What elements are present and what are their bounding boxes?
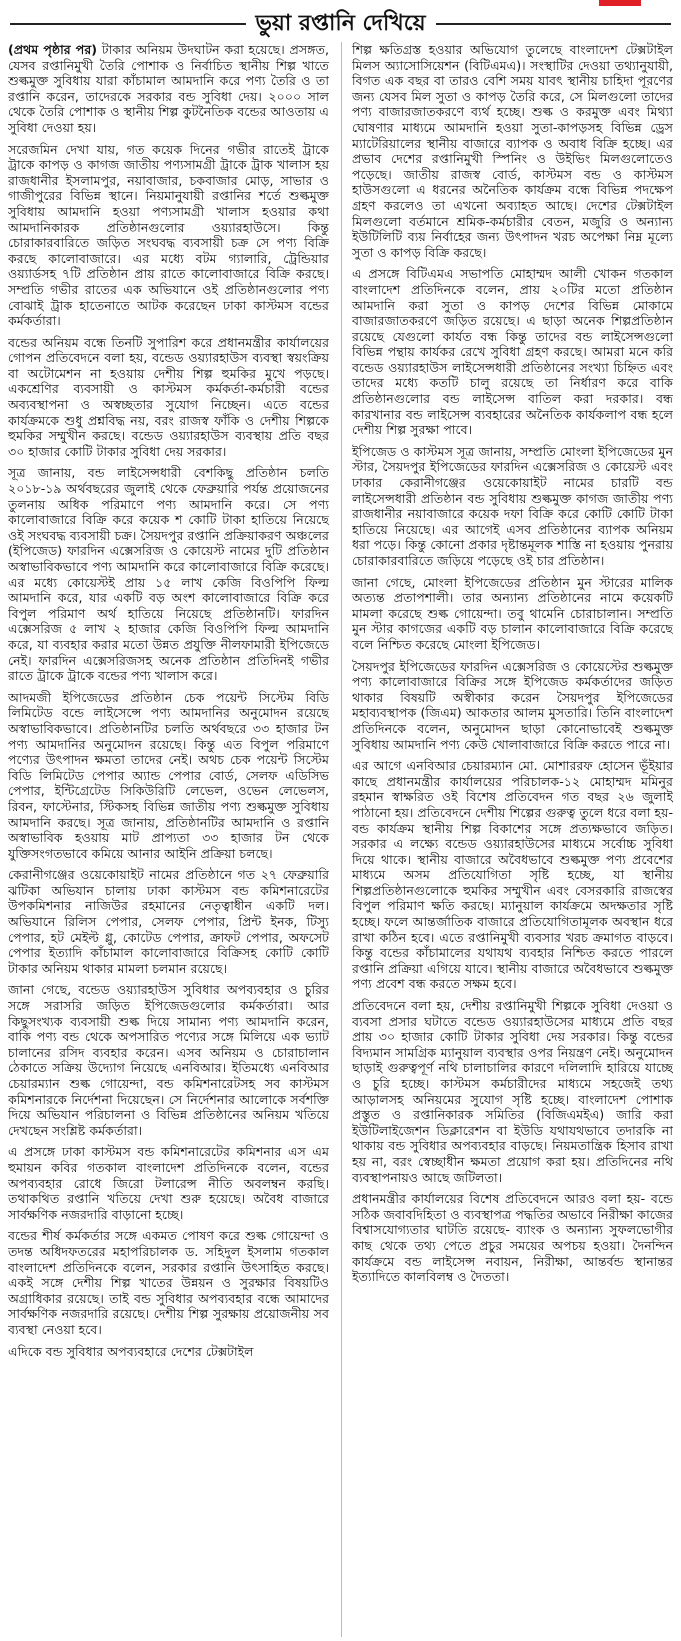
paragraph: জানা গেছে, বন্ডেড ওয়্যারহাউস সুবিধার অপব্যবহার ও চুরির সঙ্গে সরাসরি জড়িত ইপিজেডগুলোর কর্মকর্তারা। আর কিছুসংখ্যক ব্যবসায়ী শুল্ক দিয়ে সামান্য পণ্য আমদানি করেন, বাকি পণ্য বন্ড থেকে অপসারিত পণ্যের সঙ্গে মিলিয়ে এক ভ্যাট চালানের রসিদ ব্যবহার করেন। এসব অনিয়ম ও চোরাচালান ঠেকাতে সক্রিয় উদ্যোগ নিয়েছে এনবিআর। ইতিমধ্যে এনবিআর চেয়ারম্যান শুল্ক গোয়েন্দা, বন্ড কমিশনারেটসহ সব কাস্টমস কমিশনারকে নির্দেশনা দিয়েছেন। সে নির্দেশনার আলোকে সর্বশক্তি দিয়ে অভিযান পরিচালনা ও বিভিন্ন প্রতিষ্ঠানের অনিয়ম খতিয়ে দেখছেন সংশ্লিষ্ট কর্মকর্তারা।	[8, 982, 329, 1138]
paragraph: সূত্র জানায়, বন্ড লাইসেন্সধারী বেশকিছু প্রতিষ্ঠান চলতি ২০১৮-১৯ অর্থবছরের জুলাই থেকে ফেব্রুয়ারি পর্যন্ত প্রয়োজনের তুলনায় অধিক পরিমাণে পণ্য আমদানি করে। সে পণ্য কালোবাজারে বিক্রি করে কয়েক শ কোটি টাকা হাতিয়ে নিয়েছে ওই সংঘবদ্ধ ব্যবসায়ী চক্র। সৈয়দপুর রপ্তানি প্রক্রিয়াকরণ অঞ্চলের (ইপিজেড) ফারদিন এক্সেসরিজ ও কোয়েস্ট নামের দুটি প্রতিষ্ঠান অস্বাভাবিকভাবে পণ্য আমদানি করে কালোবাজারে বিক্রি করেছে। এর মধ্যে কোয়েস্টই প্রায় ১৫ লাখ কেজি বিওপিপি ফিল্ম আমদানি করে, যার একটি বড় অংশ কালোবাজারে বিক্রি করে বিপুল পরিমাণ অর্থ হাতিয়ে নিয়েছে প্রতিষ্ঠানটি। ফারদিন এক্সেসরিজ ৫ লাখ ২ হাজার কেজি বিওপিপি ফিল্ম আমদানি করে, যা ব্যবহার করার মতো উন্নত প্রযুক্তি নীলফামারী ইপিজেডে নেই। ফারদিন এক্সেসরিজসহ অনেক প্রতিষ্ঠান প্রতিদিনই গভীর রাতে ট্রাকে ট্রাকে বন্ডের পণ্য খালাস করে।	[8, 465, 329, 684]
paragraph: বন্ডের শীর্ষ কর্মকর্তার সঙ্গে একমত পোষণ করে শুল্ক গোয়েন্দা ও তদন্ত অধিদফতরের মহাপরিচালক ড. সহিদুল ইসলাম গতকাল বাংলাদেশ প্রতিদিনকে বলেন, সরকার রপ্তানি উৎসাহিত করছে। একই সঙ্গে দেশীয় শিল্প খাতের উন্নয়ন ও সুরক্ষার বিষয়টিও অগ্রাধিকার রয়েছে। তাই বন্ড সুবিধার অপব্যবহার বন্ধে আমাদের সার্বক্ষণিক নজরদারি রয়েছে। দেশীয় শিল্প সুরক্ষায় প্রয়োজনীয় সব ব্যবস্থা নেওয়া হবে।	[8, 1228, 329, 1337]
paragraph: এদিকে বন্ড সুবিধার অপব্যবহারে দেশের টেক্সটাইল	[8, 1343, 254, 1359]
paragraph: সরেজমিন দেখা যায়, গত কয়েক দিনের গভীর রাতেই ট্রাকে ট্রাকে কাপড় ও কাগজ জাতীয় পণ্যসামগ্রী ট্রাকে ট্রাক খালাস হয় রাজধানীর ইসলামপুর, নয়াবাজার, চকবাজার মোড়, সাভার ও গাজীপুরের বিভিন্ন স্থানে। নিয়মানুযায়ী রপ্তানির শর্তে শুল্কমুক্ত সুবিধায় আমদানি হওয়া পণ্যসামগ্রী খালাস হওয়ার কথা আমদানিকারক প্রতিষ্ঠানগুলোর ওয়্যারহাউসে। কিন্তু চোরাকারবারিতে জড়িত সংঘবদ্ধ ব্যবসায়ী চক্র সে পণ্য বিক্রি করছে কালোবাজারে। এর মধ্যে বটম গ্যালারি, ট্রেন্ডিয়ার ওয়্যার্ডসহ ৭টি প্রতিষ্ঠান প্রায় রাতে কালোবাজারে বিক্রি করছে। সম্প্রতি গভীর রাতের এক অভিযানে ওই প্রতিষ্ঠানগুলোর পণ্য বোঝাই ট্রাক হাতেনাতে আটক করেছেন ঢাকা কাস্টমস বন্ডের কর্মকর্তারা।	[8, 141, 329, 329]
continuation-label: (প্রথম পৃষ্ঠার পর)	[8, 42, 98, 57]
top-accent-bar	[599, 0, 641, 6]
paragraph: আদমজী ইপিজেডের প্রতিষ্ঠান চেক পয়েন্ট সিস্টেম বিডি লিমিটেড বন্ডে লাইসেন্সে পণ্য আমদানির অনুমোদন রয়েছে অস্বাভাবিকভাবে। প্রতিষ্ঠানটির চলতি অর্থবছরে ৩৩ হাজার টন পণ্য আমদানির অনুমোদন রয়েছে। কিন্তু এত বিপুল পরিমাণে পণ্যের উৎপাদন ক্ষমতা তাদের নেই। অথচ চেক পয়েন্ট সিস্টেম বিডি লিমিটেড পেপার অ্যান্ড পেপার বোর্ড, সেলফ এডিসিভ পেপার, ইন্টিগ্রেটেড সিকিউরিটি লেভেল, ওভেন লেভেলস, রিবন, ফাস্টেনার, স্টিকসহ বিভিন্ন জাতীয় পণ্য শুল্কমুক্ত সুবিধায় আমদানি করছে। সূত্র জানায়, প্রতিষ্ঠানটির আমদানি ও রপ্তানি অস্বাভাবিক হওয়ায় মাট প্রাপ্যতা ৩৩ হাজার টন থেকে যুক্তিসংগতভাবে কমিয়ে আনার আইনি প্রক্রিয়া চলছে।	[8, 689, 329, 861]
headline-area	[10, 8, 671, 38]
paragraph: বন্ডের অনিয়ম বন্ধে তিনটি সুপারিশ করে প্রধানমন্ত্রীর কার্যালয়ের গোপন প্রতিবেদনে বলা হয়, বন্ডেড ওয়্যারহাউস ব্যবস্থা স্বয়ংক্রিয় বা অটোমেশন না হওয়ায় দেশীয় শিল্প হুমকির মুখে পড়ছে। একশ্রেণির ব্যবসায়ী ও কাস্টমস কর্মকর্তা-কর্মচারী বন্ডের অব্যবস্থাপনা ও অস্বচ্ছতার সুযোগ নিচ্ছেন। এতে বন্ডের কার্যক্রমকে শুধু প্রশ্নবিদ্ধ নয়, বরং রাজস্ব ফাঁকি ও দেশীয় শিল্পকে হুমকির সম্মুখীন করছে। বন্ডেড ওয়্যারহাউস ব্যবস্থায় প্রতি বছর ৩০ হাজার কোটি টাকার সুবিধা দেয় সরকার।	[8, 334, 329, 459]
paragraph-text: টাকার অনিয়ম উদঘাটন করা হয়েছে। প্রসঙ্গত, যেসব রপ্তানিমুখী তৈরি পোশাক ও নির্বাচিত স্থানীয় শিল্প খাতে শুল্কমুক্ত সুবিধায় যারা কাঁচামাল আমদানি করে পণ্য তৈরি ও তা রপ্তানি করেন, তাদেরকে সরকার বন্ড সুবিধা দেয়। ২০০০ সাল থেকে তৈরি পোশাক ও স্থানীয় শিল্প কুটনৈতিক বন্ডের আওতায় এ সুবিধা দেওয়া হয়।	[8, 42, 329, 135]
paragraph: কেরানীগঞ্জের ওয়েকোয়াইট নামের প্রতিষ্ঠানে গত ২৭ ফেব্রুয়ারি ঝটিকা অভিযান চালায় ঢাকা কাস্টমস বন্ড কমিশনারেটের উপকমিশনার নাজিউর রহমানের নেতৃত্বাধীন একটি দল। অভিযানে রিলিস পেপার, সেলফ পেপার, প্রিন্ট ইনক, টিস্যু পেপার, হট মেইল্ট গ্লু, কোটেড পেপার, ক্রাফট পেপার, অফসেট পেপার ইত্যাদি কাঁচামাল কালোবাজারে বিক্রিসহ কোটি কোটি টাকার অনিয়ম থাকার মামলা চলমান রয়েছে।	[8, 867, 329, 976]
top-bar	[0, 0, 681, 6]
paragraph: এ প্রসঙ্গে বিটিএমএ সভাপতি মোহাম্মদ আলী খোকন গতকাল বাংলাদেশ প্রতিদিনকে বলেন, প্রায় ২০টির মতো প্রতিষ্ঠান আমদানি করা সুতা ও কাপড় দেশের বিভিন্ন মোকামে বাজারজাতকরণে জড়িত রয়েছে। এ ছাড়া অনেক শিল্পপ্রতিষ্ঠান রয়েছে যেগুলো কার্যত বন্ধ কিন্তু তাদের বন্ড লাইসেন্সগুলো বিভিন্ন পন্থায় কার্যকর রেখে সুবিধা গ্রহণ করছে। আমরা মনে করি বন্ডেড ওয়্যারহাউস লাইসেন্সধারী প্রতিষ্ঠানের সংখ্যা চিহ্নিত এবং তাদের মধ্যে কতটি চালু রয়েছে তা নির্ধারণ করে বাকি প্রতিষ্ঠানগুলোর বন্ড লাইসেন্স বাতিল করা দরকার। বন্ধ কারখানার বন্ড লাইসেন্স ব্যবহারের অনৈতিক কার্যকলাপ বন্ধ হলে দেশীয় শিল্প সুরক্ষা পাবে।	[352, 266, 673, 438]
paragraph	[8, 42, 329, 136]
paragraph: সৈয়দপুর ইপিজেডের ফারদিন এক্সেসরিজ ও কোয়েস্টের শুল্কমুক্ত পণ্য কালোবাজারে বিক্রির সঙ্গে ইপিজেড কর্মকর্তাদের জড়িত থাকার বিষয়টি অস্বীকার করেন সৈয়দপুর ইপিজেডের মহাব্যবস্থাপক (জিএম) আকতার আলম মুসতারি। তিনি বাংলাদেশ প্রতিদিনকে বলেন, অনুমোদন ছাড়া কোনোভাবেই শুল্কমুক্ত সুবিধায় আমদানি পণ্য কেউ খোলাবাজারে বিক্রি করতে পারে না।	[352, 658, 673, 752]
paragraph: জানা গেছে, মোংলা ইপিজেডের প্রতিষ্ঠান মুন স্টারের মালিক অত্যন্ত প্রতাপশালী। তার অন্যান্য প্রতিষ্ঠানের নামে কয়েকটি মামলা করেছে শুল্ক গোয়েন্দা। তবু থামেনি চোরাচালান। সম্প্রতি মুন স্টার কাগজের একটি বড় চালান কালোবাজারে বিক্রি করেছে বলে নিশ্চিত করেছে মোংলা ইপিজেড।	[352, 574, 673, 652]
paragraph: এ প্রসঙ্গে ঢাকা কাস্টমস বন্ড কমিশনারেটের কমিশনার এস এম হুমায়ন কবির গতকাল বাংলাদেশ প্রতিদিনকে বলেন, বন্ডের অপব্যবহার রোধে জিরো টলারেন্স নীতি অবলম্বন করছি। তথাকথিত রপ্তানি খতিয়ে দেখা শুরু হয়েছে। অবৈধ বাজারে সার্বক্ষণিক নজরদারি বাড়ানো হচ্ছে।	[8, 1144, 329, 1222]
left-column	[8, 42, 329, 1637]
paragraph: প্রতিবেদনে বলা হয়, দেশীয় রপ্তানিমুখী শিল্পকে সুবিধা দেওয়া ও ব্যবসা প্রসার ঘটাতে বন্ডেড ওয়্যারহাউসের মাধ্যমে প্রতি বছর প্রায় ৩০ হাজার কোটি টাকার সুবিধা দেয় সরকার। কিন্তু বন্ডের বিদ্যমান সামগ্রিক ম্যানুয়াল ব্যবস্থার ওপর নিয়ন্ত্রণ নেই। অনুমোদন ছাড়াই গুরুত্বপূর্ণ নথি চালাচালির কারণে দলিলাদি হারিয়ে যাচ্ছে ও চুরি হচ্ছে। কাস্টমস কর্মচারীদের মাধ্যমে সহজেই তথ্য আড়ালসহ অনিয়মের সুযোগ সৃষ্টি হচ্ছে। বাংলাদেশ পোশাক প্রস্তুত ও রপ্তানিকারক সমিতির (বিজিএমইএ) জারি করা ইউটিলাইজেশন ডিক্লারেশন বা ইউডি যথাযথভাবে তদারকি না থাকায় বন্ড সুবিধার অপব্যবহার বাড়ছে। নিয়মতান্ত্রিক হিসাব রাখা হয় না, বরং স্বেচ্ছাধীন ক্ষমতা প্রয়োগ করা হয়। প্রতিদিনের নথি ব্যবস্থাপনায়ও আছে জটিলতা।	[352, 998, 673, 1185]
headline: ভুয়া রপ্তানি দেখিয়ে	[245, 8, 435, 38]
paragraph: প্রধানমন্ত্রীর কার্যালয়ের বিশেষ প্রতিবেদনে আরও বলা হয়- বন্ডে সঠিক জবাবদিহিতা ও ব্যবস্থাপত্র পদ্ধতির অভাবে নিরীক্ষা কাজের বিশ্বাসযোগ্যতার ঘাটতি রয়েছে- ব্যাংক ও অন্যান্য সুফলভোগীর কাছ থেকে তথ্য পেতে প্রচুর সময়ের অপচয় হওয়া। দৈনন্দিন কার্যক্রমে বন্ড লাইসেন্স নবায়ন, নিরীক্ষা, আন্তর্বন্ড স্থানান্তর ইত্যাদিতে কালবিলম্ব ও দৈততা।	[352, 1191, 673, 1285]
paragraph: ইপিজেড ও কাস্টমস সূত্র জানায়, সম্প্রতি মোংলা ইপিজেডের মুন স্টার, সৈয়দপুর ইপিজেডের ফারদিন এক্সেসরিজ ও কোয়েস্ট এবং ঢাকার কেরানীগঞ্জের ওয়েকোয়াইট নামের চারটি বন্ড লাইসেন্সধারী প্রতিষ্ঠান বন্ড সুবিধায় শুল্কমুক্ত কাগজ জাতীয় পণ্য রাজধানীর নয়াবাজারে কয়েক দফা বিক্রি করে কোটি কোটি টাকা হাতিয়ে নিয়েছে। এর আগেই এসব প্রতিষ্ঠানের ব্যাপক অনিয়ম ধরা পড়ে। কিন্তু কোনো প্রকার দৃষ্টান্তমূলক শাস্তি না হওয়ায় পুনরায় চোরাকারবারিতে জড়িয়ে পড়েছে ওই চার প্রতিষ্ঠান।	[352, 443, 673, 568]
article-body	[8, 42, 673, 1637]
paragraph: এর আগে এনবিআর চেয়ারম্যান মো. মোশাররফ হোসেন ভূঁইয়ার কাছে প্রধানমন্ত্রীর কার্যালয়ের পরিচালক-১২ মোহাম্মদ মমিনুর রহমান স্বাক্ষরিত ওই বিশেষ প্রতিবেদন গত বছর ২৬ জুলাই পাঠানো হয়। প্রতিবেদনে দেশীয় শিল্পের গুরুত্ব তুলে ধরে বলা হয়- বন্ড কার্যক্রম স্থানীয় শিল্প বিকাশের সঙ্গে প্রত্যক্ষভাবে জড়িত। সরকার এ লক্ষ্যে বন্ডেড ওয়্যারহাউসের মাধ্যমে সর্বোচ্চ সুবিধা দিয়ে থাকে। স্থানীয় বাজারে অবৈধভাবে শুল্কমুক্ত পণ্য প্রবেশের মাধ্যমে অসম প্রতিযোগিতা সৃষ্টি হচ্ছে, যা স্থানীয় শিল্পপ্রতিষ্ঠানগুলোকে হুমকির সম্মুখীন এবং বেসরকারি রাজস্বের বিপুল পরিমাণ ক্ষতি করছে। ম্যানুয়াল কার্যক্রমে অদক্ষতার সৃষ্টি হচ্ছে। ফলে আন্তর্জাতিক বাজারে প্রতিযোগিতামূলক অবস্থান ধরে রাখা কঠিন হবে। এতে রপ্তানিমুখী ব্যবসার খরচ ক্রমাগত বাড়বে। কিন্তু বন্ডের কাঁচামালের যথাযথ ব্যবহার নিশ্চিত করতে পারলে রপ্তানি প্রক্রিয়া এগিয়ে যাবে। স্থানীয় বাজারে অবৈধভাবে শুল্কমুক্ত পণ্য প্রবেশ বন্ধ করতে সক্ষম হবে।	[352, 758, 673, 992]
right-column	[341, 42, 673, 1637]
paragraph: শিল্প ক্ষতিগ্রস্ত হওয়ার অভিযোগ তুলেছে বাংলাদেশ টেক্সটাইল মিলস অ্যাসোসিয়েশন (বিটিএমএ)। সংস্থাটির দেওয়া তথ্যানুযায়ী, বিগত এক বছর বা তারও বেশি সময় যাবৎ স্থানীয় চাহিদা পূরণের জন্য যেসব মিল সুতা ও কাপড় তৈরি করে, সে মিলগুলো তাদের পণ্য বাজারজাতকরণে ব্যর্থ হচ্ছে। শুল্ক ও করমুক্ত এবং মিথ্যা ঘোষণার মাধ্যমে আমদানি হওয়া সুতা-কাপড়সহ বিভিন্ন ড্রেস ম্যাটেরিয়ালের স্থানীয় বাজারে ব্যাপক ও অবাধ বিক্রি হচ্ছে। এর প্রভাব দেশের রপ্তানিমুখী স্পিনিং ও উইভিং মিলগুলোতেও পড়েছে। জাতীয় রাজস্ব বোর্ড, কাস্টমস বন্ড ও কাস্টমস হাউসগুলো এ ধরনের অনৈতিক কার্যক্রম বন্ধে বিভিন্ন পদক্ষেপ গ্রহণ করলেও তা এখনো অব্যাহত আছে। দেশের টেক্সটাইল মিলগুলো বর্তমানে শ্রমিক-কর্মচারীর বেতন, মজুরি ও অন্যান্য ইউটিলিটি ব্যয় নির্বাহের জন্য উৎপাদন খরচ অপেক্ষা নিম্ন মূল্যে সুতা ও কাপড় বিক্রি করছে।	[352, 42, 673, 260]
